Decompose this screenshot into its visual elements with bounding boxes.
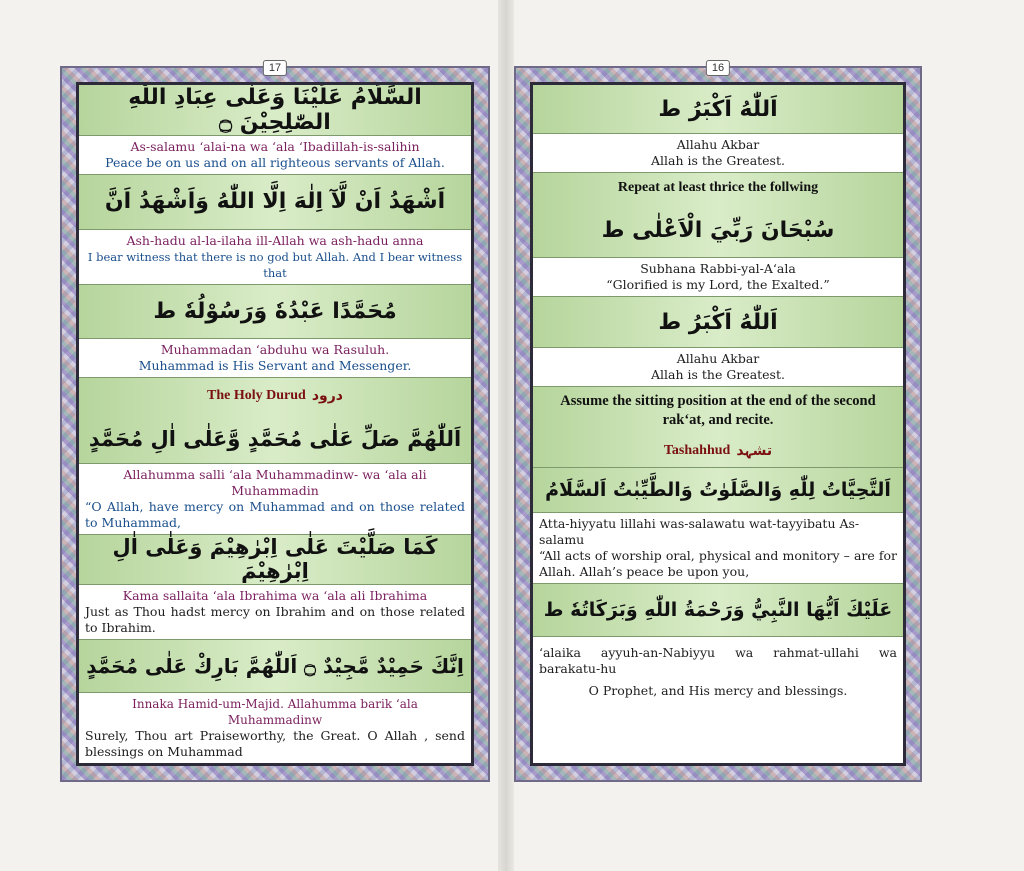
transliteration: Allahu Akbar [676,137,760,152]
arabic-line: عَلَيْكَ اَيُّهَا النَّبِيُّ وَرَحْمَةُ اللّٰهِ وَبَرَكَاتُهٗ ط [533,584,903,637]
transliteration: Allahu Akbar [676,351,760,366]
translation-block [79,136,471,175]
right-page [514,62,922,782]
left-page [60,62,490,782]
right-page-content [530,82,906,766]
translation: Muhammad is His Servant and Messenger. [138,358,412,374]
arabic-line: سُبْحَانَ رَبِّيَ الْاَعْلٰى ط [533,203,903,258]
arabic-line: اَللّٰهُ اَكْبَرُ ط [533,297,903,348]
durud-heading-text: The Holy Durud [207,388,306,404]
translation-block [533,513,903,584]
translation: O Prophet, and His mercy and blessings. [588,683,848,698]
sitting-heading [533,387,903,435]
translation-block [79,464,471,535]
transliteration: Innaka Hamid-um-Majid. Allahumma barik ‘ala Muhammadinw [132,697,418,728]
arabic-line: السَّلَامُ عَلَيْنَا وَعَلٰى عِبَادِ اللّٰهِ الصّٰلِحِيْنَ ۝ [79,85,471,136]
translation-block [79,339,471,378]
repeat-heading-text: Repeat at least thrice the follwing [617,180,819,195]
durud-heading-arabic: درود [311,388,343,405]
transliteration: As-salamu ‘alai-na wa ‘ala ‘Ibadillah-is-salihin [130,139,420,154]
durud-heading [79,378,471,414]
transliteration: Ash-hadu al-la-ilaha ill-Allah wa ash-hadu anna [126,232,424,248]
left-page-content [76,82,474,766]
arabic-line: اَشْهَدُ اَنْ لَّآ اِلٰهَ اِلَّا اللّٰهُ وَاَشْهَدُ اَنَّ [79,175,471,230]
transliteration: Atta-hiyyatu lillahi was-salawatu wat-tayyibatu As-salamu [539,516,860,547]
arabic-line: اِنَّكَ حَمِيْدٌ مَّجِيْدٌ ۝ اَللّٰهُمَّ بَارِكْ عَلٰى مُحَمَّدٍ [79,640,471,693]
translation-block [79,230,471,285]
translation: “All acts of worship oral, physical and monitory – are for Allah. Allah’s peace be upon you, [539,548,897,579]
page-number-left: 17 [263,60,287,76]
translation-block [533,637,903,763]
translation: Just as Thou hadst mercy on Ibrahim and on those related to Ibrahim. [85,604,465,636]
transliteration: Kama sallaita ‘ala Ibrahima wa ‘ala ali Ibrahima [122,588,428,604]
page-number-right: 16 [706,60,730,76]
translation-block [533,134,903,173]
transliteration: ‘alaika ayyuh-an-Nabiyyu wa rahmat-ullahi wa barakatu-hu [539,645,897,676]
transliteration: Muhammadan ‘abduhu wa Rasuluh. [160,342,390,358]
transliteration: Allahumma salli ‘ala Muhammadinw- wa ‘ala ali Muhammadin [123,466,427,498]
tashahhud-heading [533,435,903,467]
translation: “Glorified is my Lord, the Exalted.” [606,277,830,292]
translation: Surely, Thou art Praiseworthy, the Great. O Allah , send blessings on Muhammad [85,728,465,760]
tashahhud-heading-arabic: تشہد [736,443,773,459]
arabic-line: اَلتَّحِيَّاتُ لِلّٰهِ وَالصَّلَوٰتُ وَالطَّيِّبٰتُ اَلسَّلَامُ [533,467,903,513]
arabic-line: كَمَا صَلَّيْتَ عَلٰى اِبْرٰهِيْمَ وَعَلٰى اٰلِ اِبْرٰهِيْمَ [79,535,471,586]
translation-block [79,585,471,640]
sitting-heading-text: Assume the sitting position at the end of the second rak‘at, and recite. [560,393,876,428]
tashahhud-heading-text: Tashahhud [663,443,731,458]
translation-block [79,693,471,763]
arabic-line: اَللّٰهُ اَكْبَرُ ط [533,85,903,134]
transliteration: Subhana Rabbi-yal-A‘ala [640,261,796,276]
arabic-line: اَللّٰهُمَّ صَلِّ عَلٰى مُحَمَّدٍ وَّعَلٰى اٰلِ مُحَمَّدٍ [79,415,471,464]
translation-block [533,258,903,297]
arabic-line: مُحَمَّدًا عَبْدُهٗ وَرَسُوْلُهٗ ط [79,285,471,340]
translation: Allah is the Greatest. [651,367,785,382]
translation: “O Allah, have mercy on Muhammad and on those related to Muhammad, [85,498,465,530]
translation: Allah is the Greatest. [651,153,785,168]
translation: I bear witness that there is no god but Allah. And I bear witness that [87,249,463,280]
repeat-heading [533,173,903,203]
book-spine [498,0,514,871]
translation-block [533,348,903,387]
translation: Peace be on us and on all righteous servants of Allah. [105,155,445,170]
